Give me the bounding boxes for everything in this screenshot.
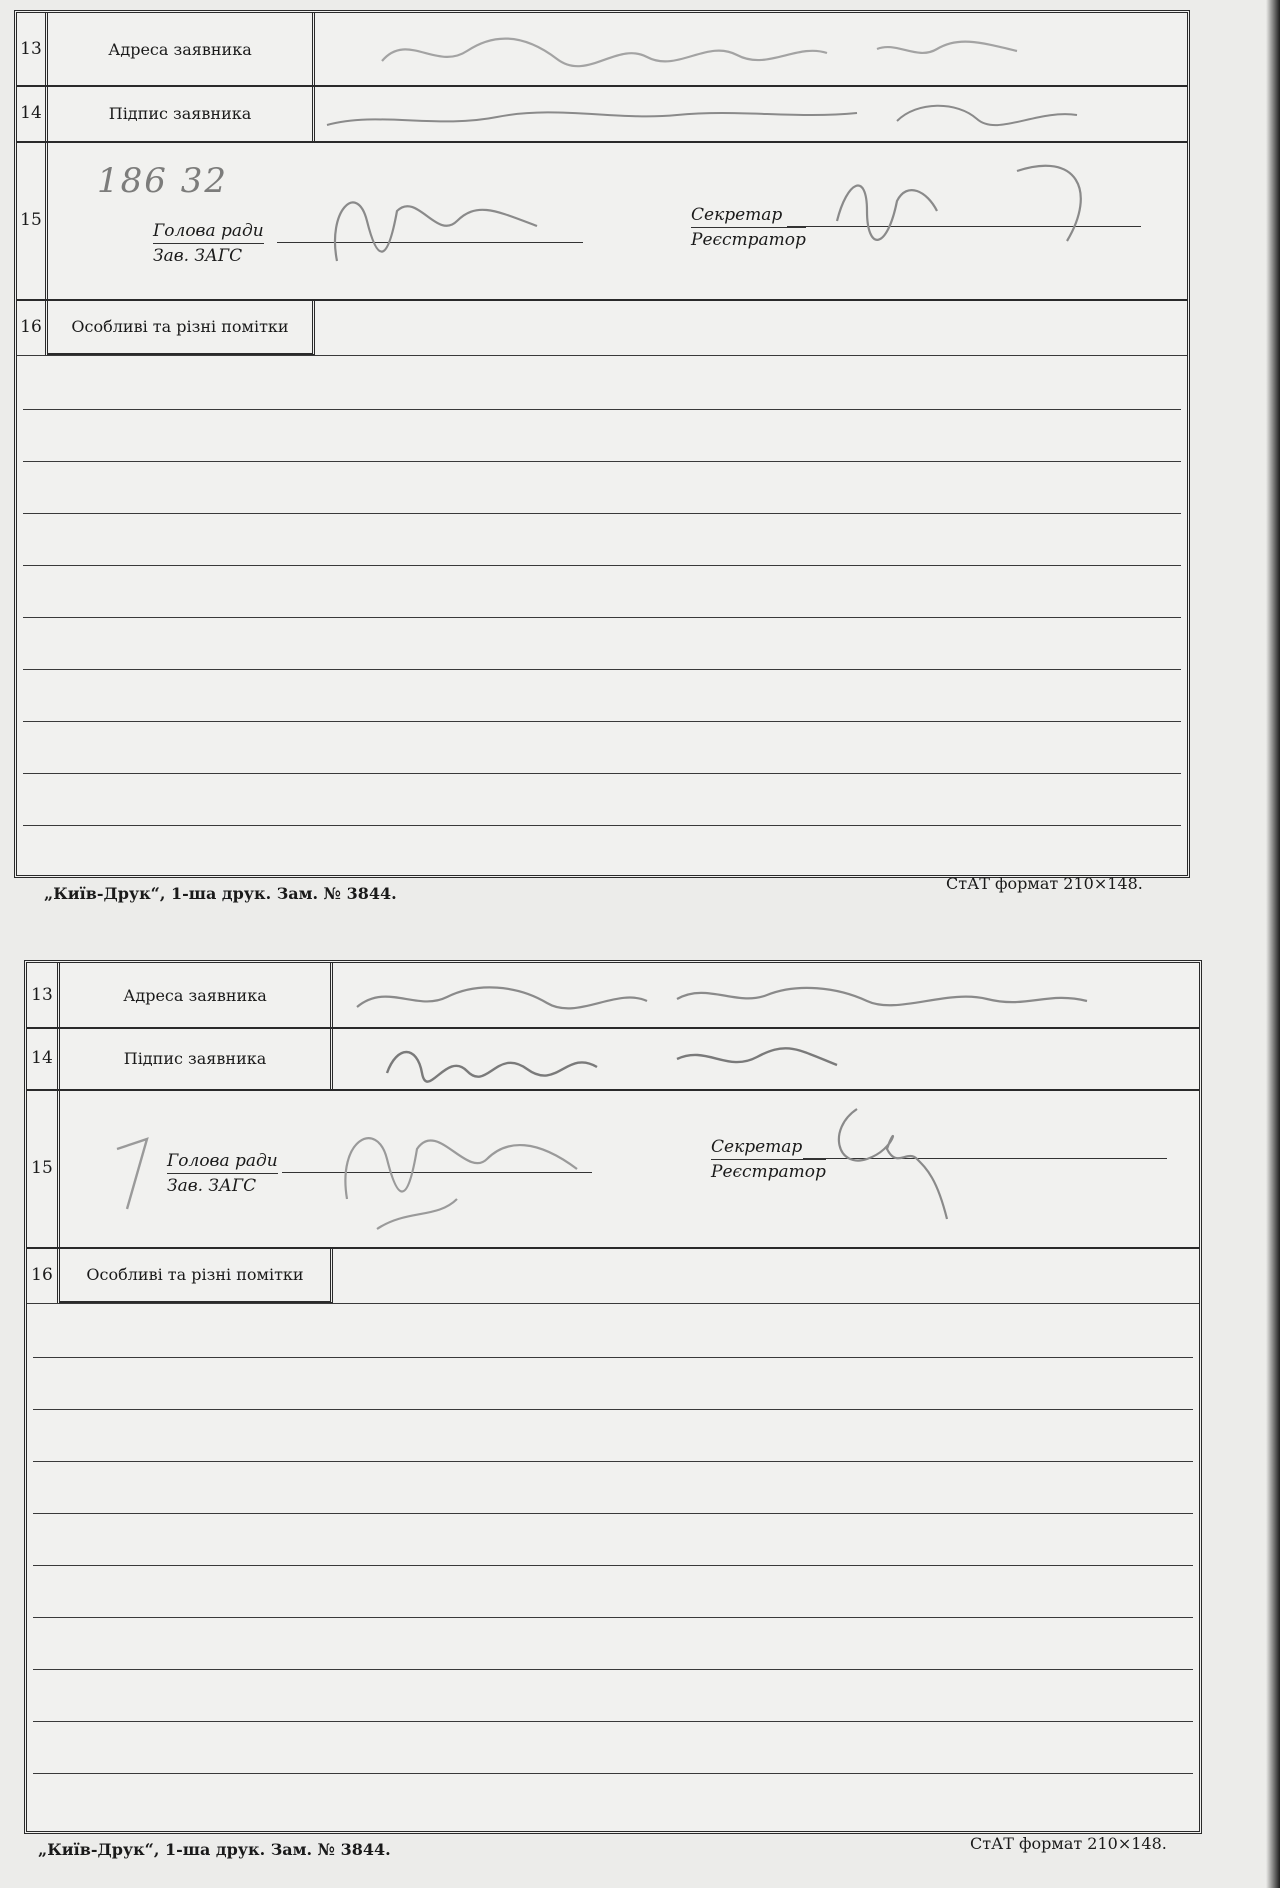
remarks-line (23, 513, 1181, 514)
special-remarks-label: Особливі та різні помітки (48, 299, 315, 355)
remarks-line (23, 409, 1181, 410)
secretary-signature (817, 1089, 1017, 1239)
remarks-line (23, 825, 1181, 826)
format-note: СтАТ формат 210×148. (946, 874, 1143, 893)
applicant-signature-mark (377, 1035, 897, 1083)
secretary-title: Секретар Реєстратор (691, 205, 806, 250)
council-head-signature (317, 1099, 597, 1239)
row-15 (17, 141, 1187, 301)
row-13 (27, 963, 1199, 1029)
row-14 (17, 85, 1187, 143)
page-edge (1266, 0, 1280, 1888)
row-number: 13 (27, 963, 60, 1027)
remarks-line (33, 1409, 1193, 1410)
remarks-line (23, 721, 1181, 722)
form-card-1 (14, 10, 1190, 878)
remarks-line (23, 565, 1181, 566)
row-16 (17, 299, 1187, 356)
remarks-line (23, 773, 1181, 774)
applicant-address-handwriting (347, 977, 1107, 1017)
row-15 (27, 1089, 1199, 1249)
council-head-title: Голова ради Зав. ЗАГС (167, 1151, 278, 1196)
remarks-line (33, 1721, 1193, 1722)
applicant-address-handwriting (377, 31, 1037, 79)
applicant-signature-label: Підпис заявника (48, 85, 315, 141)
remarks-line (33, 1617, 1193, 1618)
remarks-line (33, 1357, 1193, 1358)
applicant-signature-mark (317, 91, 1097, 135)
printer-imprint: „Київ-Друк“, 1-ша друк. Зам. № 3844. (38, 1840, 391, 1859)
applicant-address-label: Адреса заявника (60, 963, 333, 1027)
council-head-title: Голова ради Зав. ЗАГС (153, 221, 264, 266)
remarks-line (33, 1773, 1193, 1774)
row-13 (17, 13, 1187, 87)
form-card-2 (24, 960, 1202, 1834)
remarks-line (33, 1565, 1193, 1566)
printer-imprint: „Київ-Друк“, 1-ша друк. Зам. № 3844. (44, 884, 397, 903)
applicant-signature-label: Підпис заявника (60, 1027, 333, 1089)
remarks-line (33, 1669, 1193, 1670)
remarks-line (23, 617, 1181, 618)
row-number: 13 (17, 13, 48, 85)
format-note: СтАТ формат 210×148. (970, 1834, 1167, 1853)
row-16 (27, 1247, 1199, 1304)
remarks-line (23, 669, 1181, 670)
secretary-signature (817, 151, 1117, 261)
registration-note-mark (107, 1129, 167, 1219)
council-head-signature (317, 171, 577, 281)
row-number: 16 (27, 1247, 60, 1303)
registration-note-handwriting: 186 32 (97, 161, 228, 201)
remarks-line (33, 1461, 1193, 1462)
row-number: 14 (17, 85, 48, 141)
remarks-line (23, 461, 1181, 462)
row-number: 16 (17, 299, 48, 355)
row-number: 15 (17, 141, 48, 299)
secretary-title: Секретар Реєстратор (711, 1137, 826, 1182)
row-number: 14 (27, 1027, 60, 1089)
row-number: 15 (27, 1089, 60, 1247)
row-14 (27, 1027, 1199, 1091)
special-remarks-label: Особливі та різні помітки (60, 1247, 333, 1303)
applicant-address-label: Адреса заявника (48, 13, 315, 85)
remarks-line (33, 1513, 1193, 1514)
